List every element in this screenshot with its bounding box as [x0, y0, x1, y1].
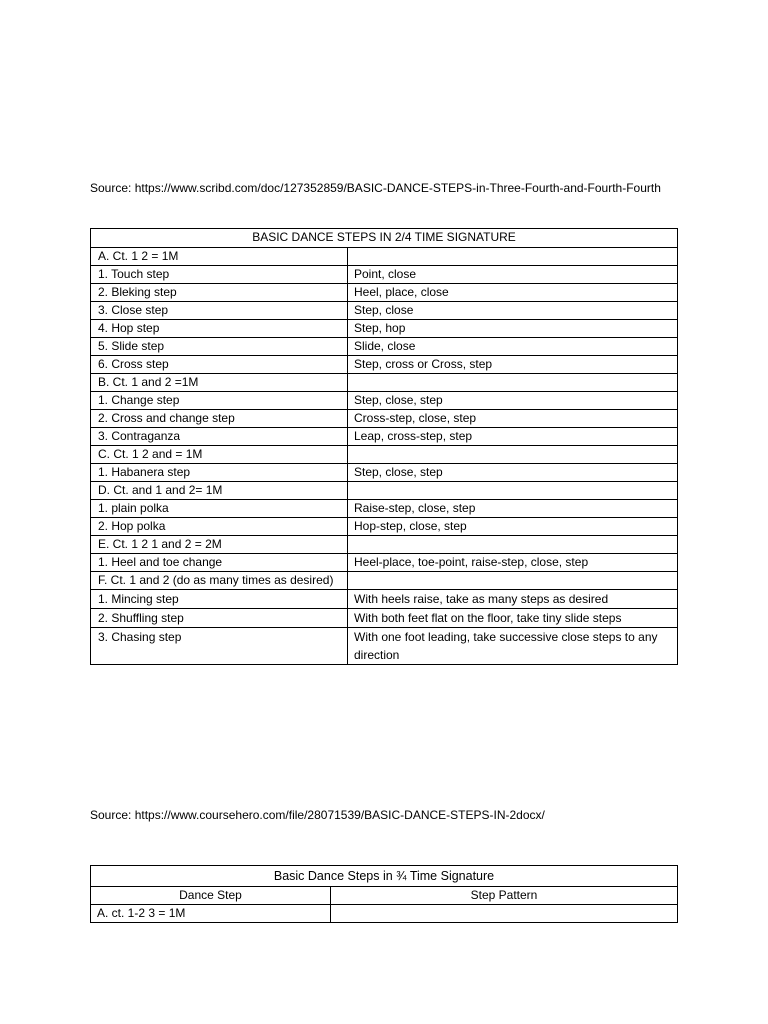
step-pattern-cell: Step, close — [348, 302, 678, 320]
table-title-row — [91, 229, 678, 248]
table-row — [91, 482, 678, 500]
step-pattern-cell: With one foot leading, take successive close steps to any direction — [348, 628, 678, 665]
step-pattern-cell: Step, close, step — [348, 464, 678, 482]
table-row — [91, 536, 678, 554]
table-row — [91, 464, 678, 482]
dance-step-cell: 4. Hop step — [91, 320, 348, 338]
step-pattern-cell: Cross-step, close, step — [348, 410, 678, 428]
step-pattern-cell: Point, close — [348, 266, 678, 284]
step-pattern-cell: Raise-step, close, step — [348, 500, 678, 518]
source-citation-2: Source: https://www.coursehero.com/file/28071539/BASIC-DANCE-STEPS-IN-2docx/ — [90, 808, 545, 822]
step-pattern-cell: Leap, cross-step, step — [348, 428, 678, 446]
dance-step-cell: E. Ct. 1 2 1 and 2 = 2M — [91, 536, 348, 554]
table-row — [91, 428, 678, 446]
table-row — [91, 446, 678, 464]
dance-step-cell: 3. Close step — [91, 302, 348, 320]
dance-step-cell: 2. Cross and change step — [91, 410, 348, 428]
step-pattern-cell: Step, cross or Cross, step — [348, 356, 678, 374]
table-row — [91, 248, 678, 266]
dance-step-cell: 1. Heel and toe change — [91, 554, 348, 572]
table-title: BASIC DANCE STEPS IN 2/4 TIME SIGNATURE — [91, 229, 678, 248]
dance-step-cell: 1. plain polka — [91, 500, 348, 518]
step-pattern-cell: Slide, close — [348, 338, 678, 356]
table-row — [91, 572, 678, 590]
step-pattern-cell — [348, 374, 678, 392]
step-pattern-cell — [348, 446, 678, 464]
table-row — [91, 609, 678, 628]
table-row — [91, 356, 678, 374]
dance-steps-2-4-table — [90, 228, 678, 665]
step-pattern-cell: Step, close, step — [348, 392, 678, 410]
dance-step-cell: A. ct. 1-2 3 = 1M — [91, 905, 331, 923]
dance-step-cell: D. Ct. and 1 and 2= 1M — [91, 482, 348, 500]
step-pattern-cell: Heel, place, close — [348, 284, 678, 302]
table-row — [91, 374, 678, 392]
table-row — [91, 905, 678, 923]
table-row — [91, 410, 678, 428]
step-pattern-cell — [348, 248, 678, 266]
step-pattern-cell: With heels raise, take as many steps as desired — [348, 590, 678, 609]
dance-step-cell: 1. Habanera step — [91, 464, 348, 482]
step-pattern-cell: Hop-step, close, step — [348, 518, 678, 536]
dance-step-cell: A. Ct. 1 2 = 1M — [91, 248, 348, 266]
dance-step-cell: 2. Bleking step — [91, 284, 348, 302]
table-title: Basic Dance Steps in ¾ Time Signature — [91, 866, 678, 887]
table-row — [91, 518, 678, 536]
dance-step-cell: 2. Shuffling step — [91, 609, 348, 628]
dance-step-cell: 1. Touch step — [91, 266, 348, 284]
table-row — [91, 392, 678, 410]
source-citation-1: Source: https://www.scribd.com/doc/127352859/BASIC-DANCE-STEPS-in-Three-Fourth-and-Fourth-Fourth — [90, 181, 661, 195]
column-header-step-pattern: Step Pattern — [331, 887, 678, 905]
step-pattern-cell — [348, 536, 678, 554]
table-row — [91, 628, 678, 665]
table-row — [91, 590, 678, 609]
dance-step-cell: 1. Mincing step — [91, 590, 348, 609]
table-row — [91, 302, 678, 320]
table-row — [91, 338, 678, 356]
table-row — [91, 266, 678, 284]
table-row — [91, 320, 678, 338]
column-header-dance-step: Dance Step — [91, 887, 331, 905]
dance-step-cell: C. Ct. 1 2 and = 1M — [91, 446, 348, 464]
dance-step-cell: 3. Contraganza — [91, 428, 348, 446]
step-pattern-cell — [348, 572, 678, 590]
table-header-row — [91, 887, 678, 905]
dance-step-cell: B. Ct. 1 and 2 =1M — [91, 374, 348, 392]
dance-step-cell: 1. Change step — [91, 392, 348, 410]
dance-step-cell: 2. Hop polka — [91, 518, 348, 536]
dance-step-cell: F. Ct. 1 and 2 (do as many times as desired) — [91, 572, 348, 590]
dance-step-cell: 6. Cross step — [91, 356, 348, 374]
step-pattern-cell: Step, hop — [348, 320, 678, 338]
dance-step-cell: 5. Slide step — [91, 338, 348, 356]
table-row — [91, 284, 678, 302]
step-pattern-cell — [331, 905, 678, 923]
step-pattern-cell: Heel-place, toe-point, raise-step, close, step — [348, 554, 678, 572]
step-pattern-cell — [348, 482, 678, 500]
table-row — [91, 500, 678, 518]
step-pattern-cell: With both feet flat on the floor, take tiny slide steps — [348, 609, 678, 628]
table-title-row — [91, 866, 678, 887]
table-row — [91, 554, 678, 572]
dance-steps-3-4-table — [90, 865, 678, 923]
dance-step-cell: 3. Chasing step — [91, 628, 348, 665]
